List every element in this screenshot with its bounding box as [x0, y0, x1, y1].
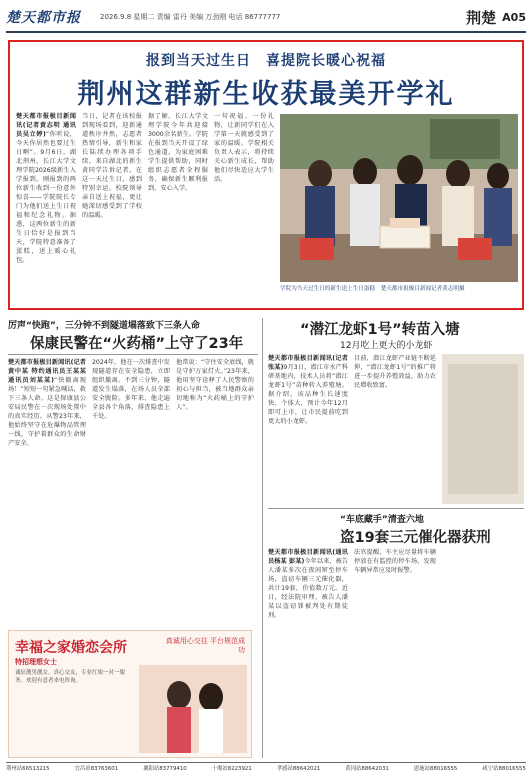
story4-byline: 楚天都市报极目新闻讯(通讯员杨某 彭某)	[268, 549, 348, 565]
story2-rule	[8, 354, 258, 355]
page-code: A05	[502, 10, 526, 24]
story2-byline: 楚天都市报极目新闻讯(记者黄中某 特约通讯员王某某 通讯员刘某某)	[8, 359, 86, 384]
top-story-col-1	[16, 112, 76, 302]
footer-contact: 孝感站88642021	[276, 765, 321, 772]
ad-text: 诚征靓男靓女，真心交友，专业红娘一对一服务。欢迎有意者来电咨询。	[15, 670, 126, 684]
story3-subkicker: 12月吃上更大的小龙虾	[340, 341, 433, 351]
ad-title: 幸福之家婚恋会所	[15, 640, 127, 656]
ad-box	[8, 630, 252, 758]
top-story-byline: 楚天都市报极目新闻讯(记者黄志明 通讯员吴立婷)	[16, 113, 76, 138]
newspaper-logo: 楚天都市报	[6, 10, 81, 26]
dateline: 2026.9.8 星期二 责编 雷丹 美编 万劲刚 电话 86777777	[100, 13, 281, 21]
story4-kicker: “车底藏手”清查六地	[340, 515, 424, 525]
story4-col-3	[442, 548, 524, 756]
ad-slogan: 真诚用心交往 平台规范成功	[165, 637, 245, 654]
story3-col-2: 目前，潜江龙虾产业链不断延伸，“潜江龙虾1号”的推广将进一步提升养殖效益，助力农民增收致富。	[354, 355, 436, 389]
story2-col-1-text: “快撤离现场！”短短一句紧急喊话，救下三条人命。这是保康县公安局民警在一次现场处置中的真实经历。从警23年来，他始终坚守在危爆物品管理一线，守护着群众的生命财产安全。	[8, 377, 86, 447]
story3-col-1	[268, 354, 348, 504]
column-divider	[262, 318, 263, 758]
story3-byline: 楚天都市报极目新闻讯(记者 张某)	[268, 355, 348, 371]
crayfish-photo-illustration	[442, 354, 524, 504]
section-name: 荆楚	[466, 8, 497, 27]
story3-col-1-text: 9月3日，潜江市水产科研基地内，技术人员将“潜江龙虾1号”苗种转入养殖塘。据介绍，该品种生长速度快、个体大，预计今年12月即可上市，让市民提前吃到更大的小龙虾。	[268, 364, 348, 425]
story2-col-1	[8, 358, 86, 624]
footer-contact: 恩施站88016555	[413, 765, 458, 772]
footer-contact: 十堰站8223921	[211, 765, 252, 772]
top-story-col-4: 一句祝福、一份礼物，让新同学们在入学第一天就感受到了家的温暖。学院相关负责人表示，将持续关心新生成长，帮助他们尽快适应大学生活。	[214, 113, 274, 183]
top-story-kicker: 报到当天过生日 喜提院长暖心祝福	[146, 53, 386, 69]
story3-photo	[442, 354, 524, 504]
story2-col-2: 2024年，他在一次排查中发现隧道存在安全隐患，立即组织撤离。不到三分钟，隧道发生塌落，在场人员全部安全脱险。多年来，他走遍全县各个角落，排查隐患上千处。	[92, 359, 170, 420]
top-story-col-3: 据了解，长江大学文理学院今年共迎接3000余名新生。学院在报到当天开设了绿色通道，为家庭困难学生提供帮助，同时组织志愿者全程服务，确保新生顺利报到、安心入学。	[148, 113, 208, 192]
top-story-col-2: 当日，记者在该校报到现场看到，迎新通道秩序井然，志愿者热情引导，新生和家长陆续办理各项手续。来自湖北的新生黄同学告诉记者，在这一天过生日，感到特别幸运。校院领导亲自送上祝福，更让她深切感受到了学校的温暖。	[82, 113, 142, 219]
story2-col-3: 他常说：“守住安全底线，就是守护万家灯火。”23年来，他用坚守诠释了人民警察的初心与担当，被当地群众亲切地称为“火药桶上的守护人”。	[176, 359, 254, 411]
story3-kicker: “潜江龙虾1号”转苗入塘	[300, 322, 460, 338]
story4-col-1-text: 今年以来，被告人潘某多次在夜间窜至停车场，盗窃车辆三元催化器，共计19套，价值数万元。近日，经法院审理，被告人潘某以盗窃罪被判处有期徒刑。	[268, 558, 348, 619]
top-story-photo	[280, 114, 518, 282]
story4-col-2: 法官提醒，车主应尽量将车辆停放在有监控的停车场，发现车辆异常应及时报警。	[354, 549, 436, 574]
footer-contact: 襄阳站83779410	[143, 765, 187, 772]
footer-contact: 宜昌站83763601	[74, 765, 119, 772]
footer-contacts	[6, 762, 526, 772]
footer-contact: 黄冈站88642031	[345, 765, 389, 772]
ad-photo-icon	[139, 665, 247, 753]
story2-headline: 保康民警在“火药桶”上守了23年	[30, 336, 244, 352]
masthead	[6, 3, 526, 33]
birthday-photo-illustration	[280, 114, 518, 282]
story4-col-1	[268, 548, 348, 756]
top-story-col-1-text: “你听说，今天你居然也要过生日啊”。9月6日，湖北荆州，长江大学文理学院2026级新生入学报到。刚报到的两位新生收到一份意外惊喜——学院院长专门为他们送上生日祝福和纪念礼物。据悉，这两位新生的新生日恰好是报到当天，学院特意准备了蛋糕，送上暖心礼包。	[16, 131, 76, 264]
top-story-caption: 学院为当天过生日的新生送上生日蛋糕 楚天都市报极目新闻记者黄志明摄	[280, 286, 465, 292]
story3-rule	[268, 508, 524, 509]
footer-contact: 咸宁站88016555	[482, 765, 526, 772]
top-story-box	[8, 40, 524, 310]
story4-headline: 盗19套三元催化器获刑	[340, 530, 491, 546]
footer-contact: 荆州站66513215	[6, 765, 50, 772]
story2-kicker: 厉声“快跑”，三分钟不到隧道塌落致下三条人命	[8, 321, 200, 331]
top-story-headline: 荆州这群新生收获最美开学礼	[77, 79, 455, 110]
ad-tag: 特招理想女士	[15, 658, 57, 666]
